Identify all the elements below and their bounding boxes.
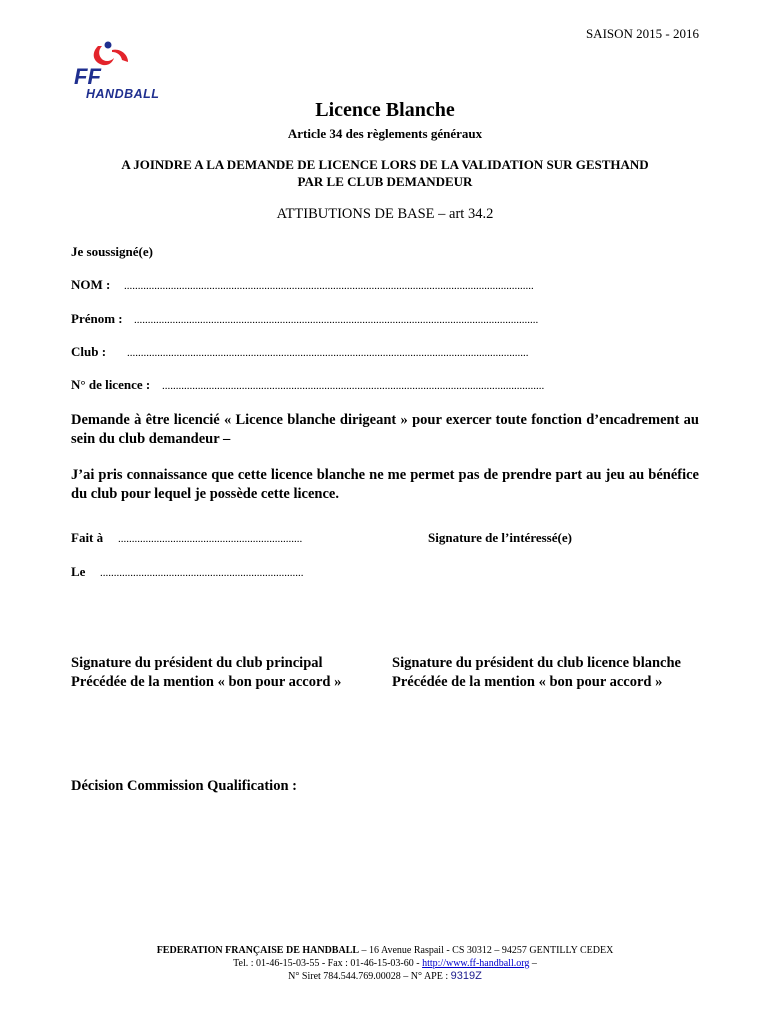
instruction-line-2: PAR LE CLUB DEMANDEUR	[297, 174, 473, 189]
club-field[interactable]	[71, 344, 529, 360]
club-dots: ..................................................................................................................................................	[127, 347, 529, 359]
footer-line-2	[0, 957, 770, 970]
le-dots: ..........................................................................	[100, 567, 304, 579]
footer-line-1	[0, 944, 770, 957]
footer-ape: 9319Z	[450, 970, 482, 982]
logo-text-ff: FF	[74, 64, 101, 89]
prenom-dots: ...................................................................................................................................................	[134, 314, 539, 326]
footer-org: FEDERATION FRANÇAISE DE HANDBALL	[156, 945, 360, 956]
signature-president-principal-line-1: Signature du président du club principal	[71, 655, 323, 671]
nom-label: NOM :	[71, 277, 111, 292]
signature-president-licence-line-1: Signature du président du club licence blanche	[392, 655, 681, 671]
signature-president-licence-blanche	[392, 654, 681, 692]
footer-siret: N° Siret 784.544.769.00028 – N° APE :	[288, 971, 451, 982]
attributions-heading: ATTIBUTIONS DE BASE – art 34.2	[276, 206, 494, 222]
fait-a-field[interactable]	[71, 530, 302, 546]
nom-dots: .....................................................................................................................................................	[124, 280, 534, 292]
soussigne-label: Je soussigné(e)	[71, 244, 153, 259]
footer	[0, 944, 770, 983]
signature-president-principal-line-2: Précédée de la mention « bon pour accord »	[71, 674, 342, 690]
prenom-label: Prénom :	[71, 311, 123, 326]
footer-url-suffix: –	[529, 958, 537, 969]
logo-text-handball: HANDBALL	[86, 87, 160, 100]
ff-handball-logo	[68, 38, 194, 100]
le-label: Le	[71, 564, 86, 579]
connaissance-paragraph: J’ai pris connaissance que cette licence blanche ne me permet pas de prendre part au jeu au bénéfice du club pour lequel je possède cette licence.	[71, 467, 699, 502]
footer-address: – 16 Avenue Raspail - CS 30312 – 94257 GENTILLY CEDEX	[359, 945, 614, 956]
instruction-line-1: A JOINDRE A LA DEMANDE DE LICENCE LORS DE LA VALIDATION SUR GESTHAND	[121, 157, 649, 172]
footer-tel: Tel. : 01-46-15-03-55 - Fax : 01-46-15-03-60 -	[233, 958, 423, 969]
licence-number-label: N° de licence :	[71, 377, 151, 392]
licence-number-field[interactable]	[71, 377, 544, 393]
le-field[interactable]	[71, 564, 304, 580]
season-label: SAISON 2015 - 2016	[585, 26, 699, 41]
licence-number-dots: ...........................................................................................................................................	[162, 380, 545, 392]
document-subtitle: Article 34 des règlements généraux	[287, 126, 483, 141]
signature-interesse-label: Signature de l’intéressé(e)	[428, 530, 572, 545]
document-title: Licence Blanche	[315, 99, 455, 121]
signature-president-principal	[71, 654, 341, 692]
footer-website-link[interactable]: http://www.ff-handball.org	[422, 958, 530, 969]
prenom-field[interactable]	[71, 311, 538, 327]
instruction-text	[0, 156, 770, 190]
decision-commission-label: Décision Commission Qualification :	[71, 778, 297, 794]
footer-line-3	[0, 970, 770, 983]
fait-a-dots: ...................................................................	[118, 533, 303, 545]
nom-field[interactable]	[71, 277, 534, 293]
signature-president-licence-line-2: Précédée de la mention « bon pour accord »	[392, 674, 663, 690]
demande-paragraph: Demande à être licencié « Licence blanche dirigeant » pour exercer toute fonction d’encadrement au sein du club demandeur –	[71, 412, 699, 447]
fait-a-label: Fait à	[71, 530, 104, 545]
club-label: Club :	[71, 344, 107, 359]
